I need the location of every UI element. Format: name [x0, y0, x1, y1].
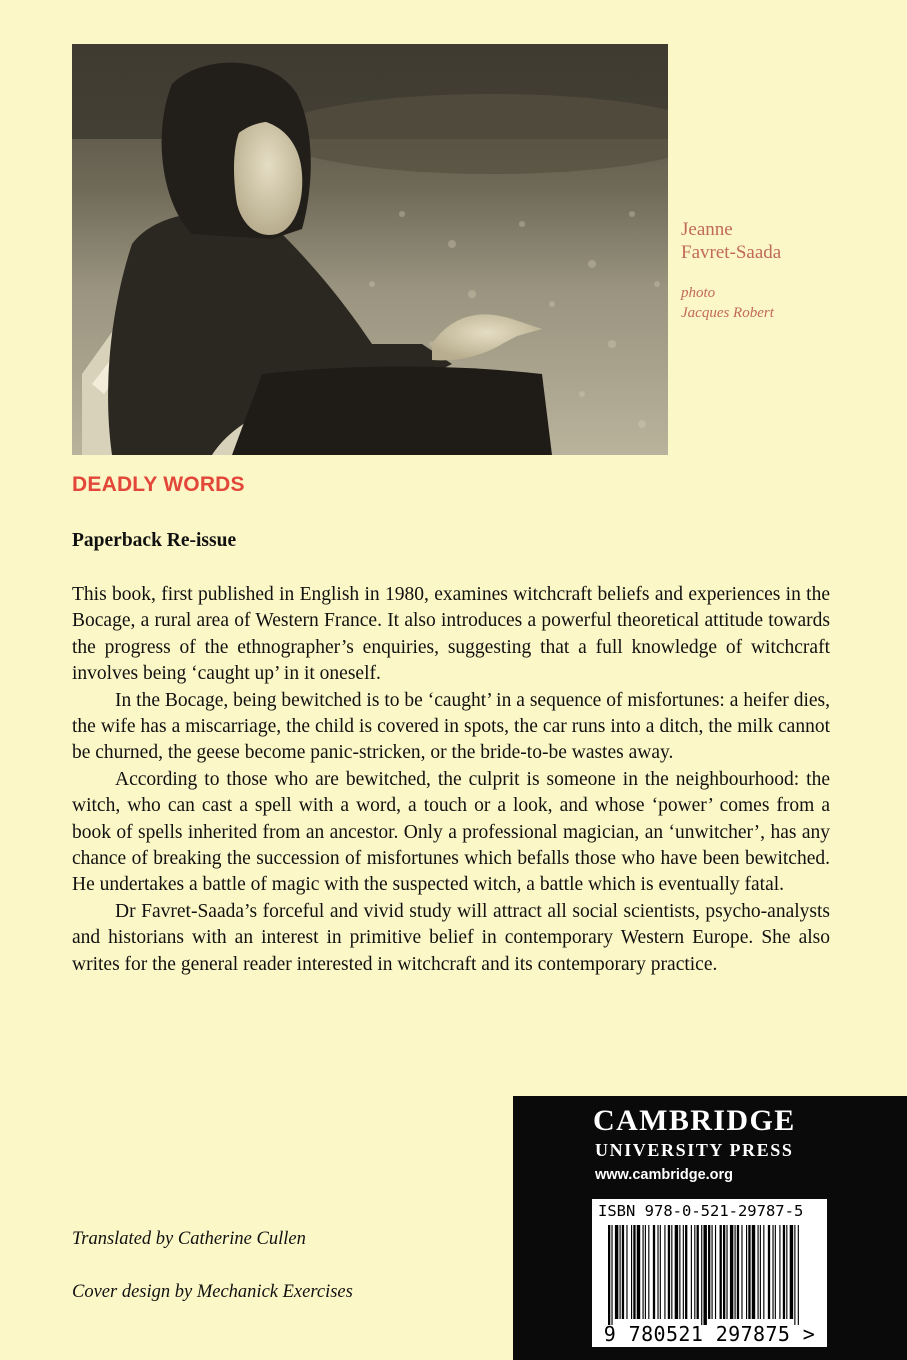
- author-first-name: Jeanne: [681, 219, 733, 240]
- barcode-bar: [723, 1225, 725, 1319]
- barcode-bar: [748, 1225, 750, 1319]
- barcode-bar: [701, 1225, 702, 1325]
- author-name-caption: [681, 218, 781, 264]
- barcode-bar: [648, 1225, 649, 1319]
- barcode-bar: [683, 1225, 684, 1319]
- barcode-bar: [783, 1225, 785, 1319]
- photo-credit: [681, 283, 774, 323]
- barcode-bar: [675, 1225, 678, 1319]
- barcode-bar: [703, 1225, 706, 1325]
- barcode-bar: [620, 1225, 621, 1319]
- publisher-url: www.cambridge.org: [595, 1167, 734, 1183]
- barcode-bar: [790, 1225, 793, 1319]
- barcode-bar: [775, 1225, 776, 1319]
- barcode-bar: [657, 1225, 658, 1319]
- barcode-bar: [726, 1225, 727, 1319]
- barcode-bar: [712, 1225, 713, 1319]
- barcode-bar: [653, 1225, 655, 1319]
- book-title: DEADLY WORDS: [72, 473, 245, 496]
- barcode-bar: [631, 1225, 632, 1319]
- barcode-bar: [720, 1225, 722, 1319]
- barcode-bar: [760, 1225, 761, 1319]
- barcode-bar: [786, 1225, 787, 1319]
- isbn-barcode-box: [592, 1199, 827, 1347]
- barcode-bar: [615, 1225, 618, 1319]
- publisher-subname: UNIVERSITY PRESS: [595, 1140, 794, 1160]
- barcode-bar: [697, 1225, 699, 1319]
- barcode-bar: [685, 1225, 687, 1319]
- barcode-bar: [794, 1225, 795, 1325]
- barcode-bar: [741, 1225, 742, 1319]
- author-photo: [72, 44, 668, 455]
- author-photo-illustration: [72, 44, 668, 455]
- barcode-bar: [694, 1225, 695, 1319]
- translator-credit: Translated by Catherine Cullen: [72, 1229, 306, 1249]
- barcode-bar: [758, 1225, 759, 1319]
- author-last-name: Favret-Saada: [681, 242, 782, 263]
- barcode-bar: [715, 1225, 716, 1319]
- isbn-digits: 9 780521 297875 >: [603, 1322, 816, 1346]
- barcode-bar: [735, 1225, 736, 1319]
- barcode-bar: [611, 1225, 612, 1325]
- barcode-bar: [633, 1225, 635, 1319]
- description-paragraph-4: Dr Favret-Saada’s forceful and vivid study will attract all social scientists, psycho-analysts and historians with an interest in primitive belief in contemporary Western Europe. She also writes for the general reader interested in witchcraft and its contemporary practice.: [72, 900, 830, 975]
- barcode-bar: [668, 1225, 670, 1319]
- barcode-bar: [679, 1225, 680, 1319]
- description-paragraph-3: According to those who are bewitched, the culprit is someone in the neighbourhood: the witch, who can cast a spell with a word, a touch or a look, and whose ‘power’ comes from a book of spells inherited from an ancestor. Only a professional magician, an ‘unwitcher’, has any chance of breaking the succession of misfortunes which befalls those who have been bewitched. He undertakes a battle of magic with the suspected witch, a battle which is eventually fatal.: [72, 768, 830, 896]
- barcode-bar: [691, 1225, 692, 1319]
- barcode-bar: [772, 1225, 773, 1319]
- isbn-label: ISBN 978-0-521-29787-5: [598, 1202, 804, 1220]
- barcode-bar: [752, 1225, 755, 1319]
- barcode-bar: [763, 1225, 764, 1319]
- barcode-bar: [708, 1225, 710, 1319]
- barcode-bar: [730, 1225, 733, 1319]
- photo-credit-label: photo: [681, 285, 716, 301]
- barcode-bar: [779, 1225, 780, 1319]
- photo-credit-photographer: Jacques Robert: [681, 305, 774, 321]
- description-paragraph-1: This book, first published in English in 1980, examines witchcraft beliefs and experiences in the Bocage, a rural area of Western France. It also introduces a powerful theoretical attitude towards the progress of the ethnographer’s enquiries, suggesting that a full knowledge of witchcraft involves being ‘caught up’ in it oneself.: [72, 584, 830, 685]
- barcode-bar: [608, 1225, 610, 1325]
- barcode-bar: [671, 1225, 672, 1319]
- barcode-bar: [645, 1225, 646, 1319]
- publisher-name: CAMBRIDGE: [593, 1104, 796, 1137]
- cover-design-credit: Cover design by Mechanick Exercises: [72, 1282, 353, 1302]
- barcode-bar: [660, 1225, 661, 1319]
- barcode-bar: [622, 1225, 624, 1319]
- book-description: [72, 582, 830, 978]
- barcode-bar: [768, 1225, 770, 1319]
- description-paragraph-2: In the Bocage, being bewitched is to be ‘caught’ in a sequence of misfortunes: a heifer dies, the wife has a miscarriage, the child is covered in spots, the car runs into a ditch, the milk cannot be churned, the geese become panic-stricken, or the bride-to-be wastes away.: [72, 689, 830, 764]
- barcode-bar: [664, 1225, 665, 1319]
- publisher-block: [513, 1096, 907, 1360]
- barcode-bar: [746, 1225, 747, 1319]
- barcode-bar: [637, 1225, 640, 1319]
- barcode-bar: [643, 1225, 644, 1319]
- barcode-bar: [798, 1225, 799, 1325]
- edition-label: Paperback Re-issue: [72, 530, 237, 551]
- barcode-bar: [737, 1225, 739, 1319]
- barcode-bar: [626, 1225, 627, 1319]
